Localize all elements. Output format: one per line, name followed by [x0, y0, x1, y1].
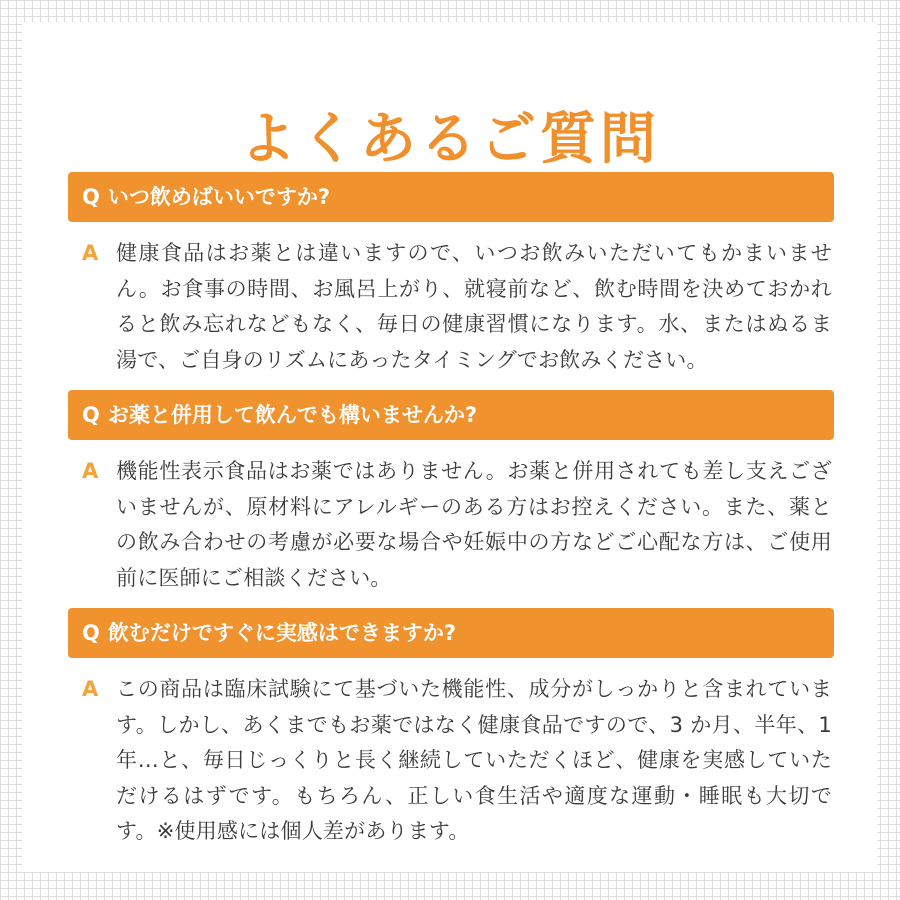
question-prefix: Q [82, 621, 100, 645]
question-text: いつ飲めばいいですか? [107, 185, 331, 209]
question-bar [68, 390, 834, 440]
faq-item-3 [68, 608, 834, 850]
question-text: お薬と併用して飲んでも構いませんか? [107, 403, 478, 427]
answer-prefix: A [82, 241, 99, 265]
question-prefix: Q [82, 185, 100, 209]
faq-item-2 [68, 390, 834, 596]
answer-text: 健康食品はお薬とは違いますので、いつお飲みいただいてもかまいません。お食事の時間、お風呂上がり、就寝前など、飲む時間を決めておかれると飲み忘れなどもなく、毎日の健康習慣になります。水、またはぬるま湯で、ご自身のリズムにあったタイミングでお飲みください。 [116, 241, 832, 372]
question-bar [68, 172, 834, 222]
answer-block [68, 672, 834, 850]
answer-block [68, 454, 834, 596]
answer-prefix: A [82, 459, 99, 483]
faq-item-1 [68, 172, 834, 378]
answer-prefix: A [82, 677, 99, 701]
answer-block [68, 236, 834, 378]
answer-text: 機能性表示食品はお薬ではありません。お薬と併用されても差し支えございませんが、原材料にアレルギーのある方はお控えください。また、薬との飲み合わせの考慮が必要な場合や妊娠中の方などご心配な方は、ご使用前に医師にご相談ください。 [116, 459, 832, 590]
question-prefix: Q [82, 403, 100, 427]
question-bar [68, 608, 834, 658]
question-text: 飲むだけですぐに実感はできますか? [107, 621, 457, 645]
answer-text: この商品は臨床試験にて基づいた機能性、成分がしっかりと含まれています。しかし、あくまでもお薬ではなく健康食品ですので、3 か月、半年、1年…と、毎日じっくりと長く継続していただくほど、健康を実感していただけるはずです。もちろん、正しい食生活や適度な運動・睡眠も大切です。※使用感には個人差があります。 [116, 677, 832, 843]
page-title: よくあるご質問 [240, 106, 660, 172]
